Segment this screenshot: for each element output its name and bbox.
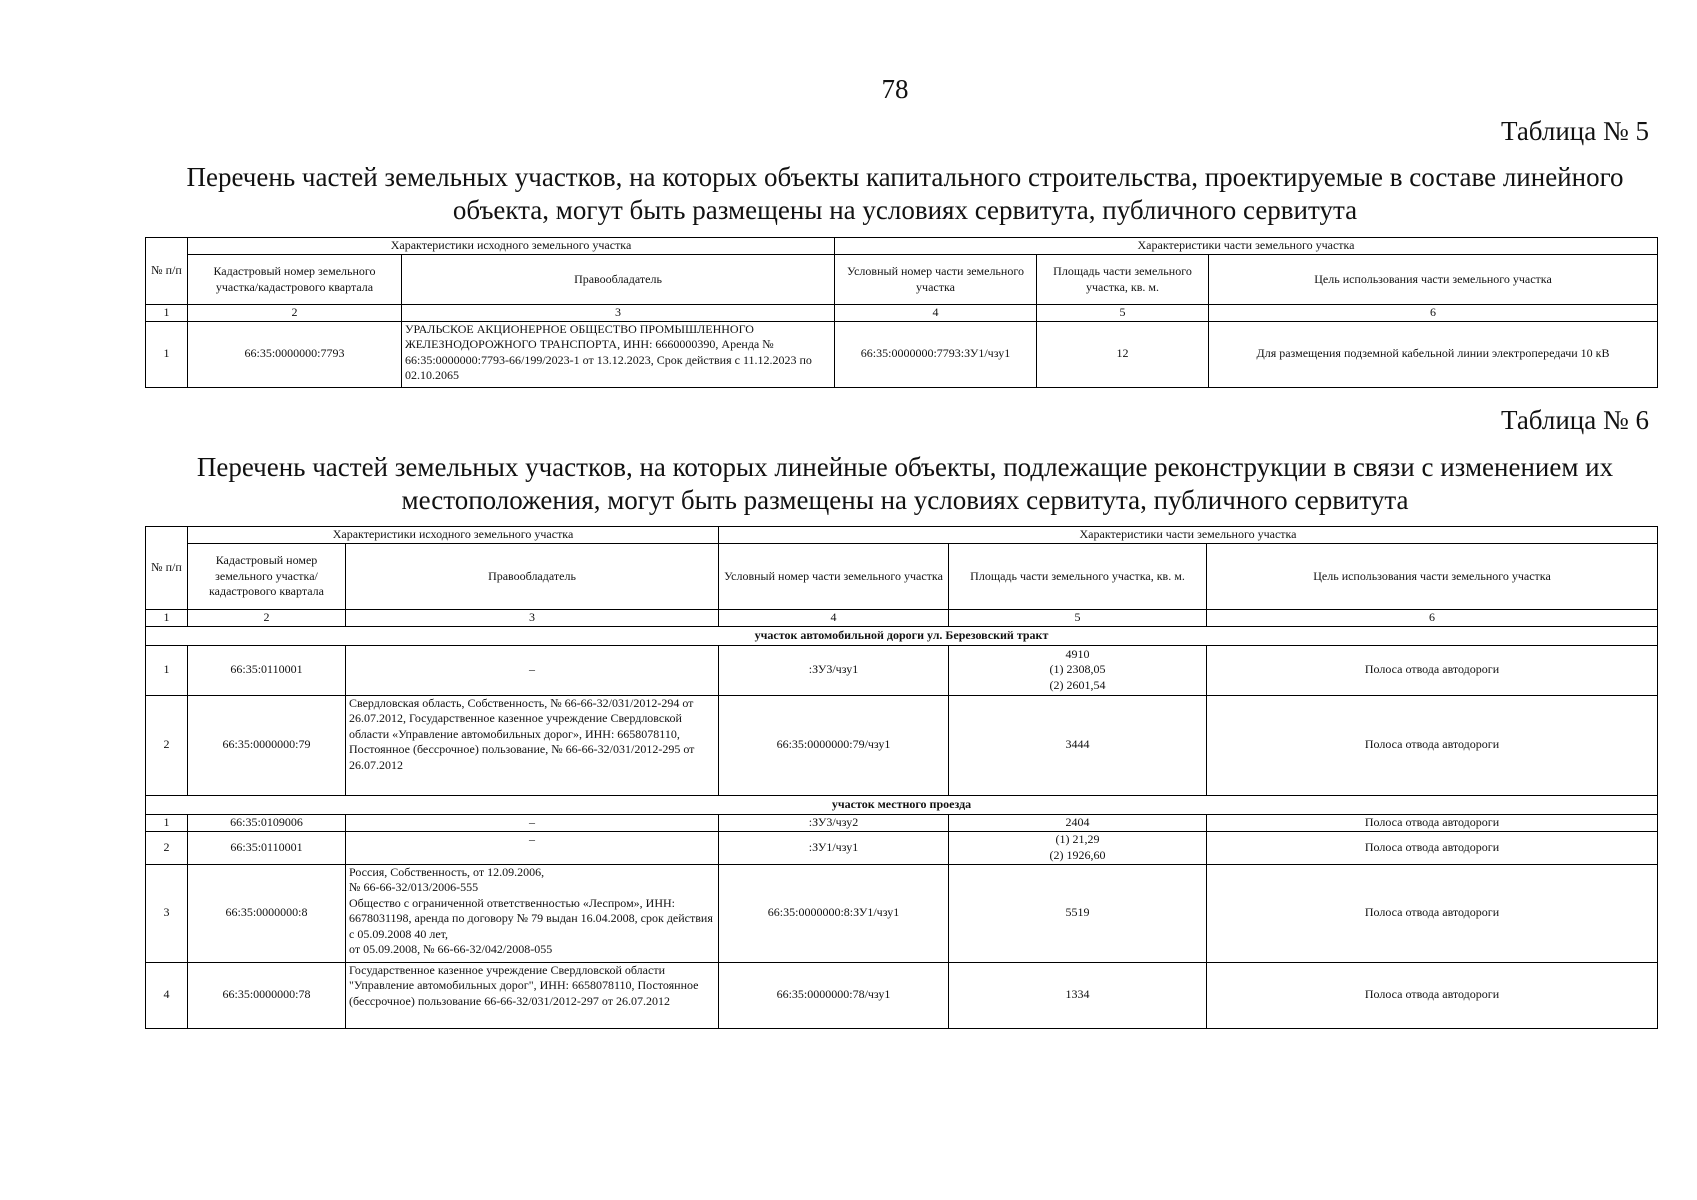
t6-col-area-header: Площадь части земельного участка, кв. м. [949, 544, 1207, 610]
t6-s1-row-area: 3444 [949, 695, 1207, 795]
table-row [146, 645, 1658, 695]
t6-s2-row-num: 4 [146, 962, 188, 1028]
t5-row-num: 1 [146, 321, 188, 387]
t6-s2-row-area: 1334 [949, 962, 1207, 1028]
t6-col-num-header: № п/п [146, 527, 188, 610]
t6-s1-row-cadastral: 66:35:0000000:79 [188, 695, 346, 795]
t6-index-cell: 5 [949, 610, 1207, 627]
t6-s2-row-cadastral: 66:35:0000000:8 [188, 864, 346, 962]
page-number: 78 [881, 74, 909, 104]
table5-title: Перечень частей земельных участков, на которых объекты капитального строительства, проектируемые в составе линейного объекта, могут быть размещены на условиях сервитута, публичного сервитута [186, 162, 1624, 225]
t6-s2-row-cadastral: 66:35:0000000:78 [188, 962, 346, 1028]
t6-s2-row-part-number: :ЗУ1/чзу1 [719, 831, 949, 864]
t6-s1-row-num: 1 [146, 645, 188, 695]
t6-s2-row-area: 5519 [949, 864, 1207, 962]
t5-index-cell: 1 [146, 305, 188, 322]
t6-s2-row-part-number: :ЗУ3/чзу2 [719, 814, 949, 831]
t6-s2-row-num: 2 [146, 831, 188, 864]
t6-s2-row-owner: – [346, 814, 719, 831]
t5-index-cell: 4 [835, 305, 1037, 322]
t6-col-part-number-header: Условный номер части земельного участка [719, 544, 949, 610]
t6-s2-row-owner: Россия, Собственность, от 12.09.2006, № 66-66-32/013/2006-555 Общество с ограниченной ответственностью «Леспром», ИНН: 6678031198, аренда по договору № 79 выдан 16.04.2008, срок действия с 05.09.2008 40 лет, от 05.09.2008, № 66-66-32/042/2008-055 [346, 864, 719, 962]
t5-col-part-number-header: Условный номер части земельного участка [835, 255, 1037, 305]
t6-index-cell: 3 [346, 610, 719, 627]
t5-row-purpose: Для размещения подземной кабельной линии электропередачи 10 кВ [1209, 321, 1658, 387]
t6-s2-row-part-number: 66:35:0000000:78/чзу1 [719, 962, 949, 1028]
t5-index-cell: 2 [188, 305, 402, 322]
t5-index-cell: 6 [1209, 305, 1658, 322]
table-row [146, 831, 1658, 864]
t6-s1-row-num: 2 [146, 695, 188, 795]
table-row [146, 695, 1658, 795]
table6 [145, 526, 1658, 1029]
t6-s1-row-owner: Свердловская область, Собственность, № 66-66-32/031/2012-294 от 26.07.2012, Государственное казенное учреждение Свердловской области «Управление автомобильных дорог», ИНН: 6658078110, Постоянное (бессрочное) пользование, № 66-66-32/031/2012-295 от 26.07.2012 [346, 695, 719, 795]
t6-s1-row-purpose: Полоса отвода автодороги [1207, 695, 1658, 795]
t6-group-source-header: Характеристики исходного земельного участка [188, 527, 719, 544]
t6-s2-row-purpose: Полоса отвода автодороги [1207, 864, 1658, 962]
t5-col-cadastral-header: Кадастровый номер земельного участка/кадастрового квартала [188, 255, 402, 305]
t6-col-purpose-header: Цель использования части земельного участка [1207, 544, 1658, 610]
table6-title: Перечень частей земельных участков, на которых линейные объекты, подлежащие реконструкции в связи с изменением их местоположения, могут быть размещены на условиях сервитута, публичного сервитута [196, 452, 1614, 515]
t5-col-owner-header: Правообладатель [402, 255, 835, 305]
t6-s2-row-purpose: Полоса отвода автодороги [1207, 831, 1658, 864]
t6-s1-row-part-number: :ЗУ3/чзу1 [719, 645, 949, 695]
t6-col-cadastral-header: Кадастровый номер земельного участка/кадастрового квартала [188, 544, 346, 610]
t6-s2-row-owner: – [346, 831, 719, 864]
t5-col-purpose-header: Цель использования части земельного участка [1209, 255, 1658, 305]
t6-group-part-header: Характеристики части земельного участка [719, 527, 1658, 544]
table-row [146, 864, 1658, 962]
t6-s1-row-owner: – [346, 645, 719, 695]
t6-index-cell: 4 [719, 610, 949, 627]
table5 [145, 237, 1658, 388]
t6-index-cell: 6 [1207, 610, 1658, 627]
t5-index-cell: 5 [1037, 305, 1209, 322]
t6-s2-row-area: 2404 [949, 814, 1207, 831]
t5-col-num-header: № п/п [146, 238, 188, 305]
table-row [146, 321, 1658, 387]
t6-col-owner-header: Правообладатель [346, 544, 719, 610]
t6-section2-title: участок местного проезда [146, 795, 1658, 814]
table5-label: Таблица № 5 [1501, 116, 1649, 146]
t5-index-cell: 3 [402, 305, 835, 322]
t6-s2-row-area: (1) 21,29 (2) 1926,60 [949, 831, 1207, 864]
t5-row-cadastral: 66:35:0000000:7793 [188, 321, 402, 387]
table6-label: Таблица № 6 [1501, 405, 1649, 435]
t6-s2-row-owner: Государственное казенное учреждение Свердловской области "Управление автомобильных дорог", ИНН: 6658078110, Постоянное (бессрочное) пользование 66-66-32/031/2012-297 от 26.07.2012 [346, 962, 719, 1028]
t6-section1-title: участок автомобильной дороги ул. Березовский тракт [146, 626, 1658, 645]
t6-s2-row-purpose: Полоса отвода автодороги [1207, 814, 1658, 831]
t6-s2-row-purpose: Полоса отвода автодороги [1207, 962, 1658, 1028]
t6-s2-row-part-number: 66:35:0000000:8:ЗУ1/чзу1 [719, 864, 949, 962]
t5-group-source-header: Характеристики исходного земельного участка [188, 238, 835, 255]
t6-s1-row-purpose: Полоса отвода автодороги [1207, 645, 1658, 695]
t6-index-cell: 1 [146, 610, 188, 627]
table-row [146, 962, 1658, 1028]
t6-s2-row-num: 1 [146, 814, 188, 831]
t6-s1-row-part-number: 66:35:0000000:79/чзу1 [719, 695, 949, 795]
t6-s2-row-cadastral: 66:35:0109006 [188, 814, 346, 831]
t6-s1-row-cadastral: 66:35:0110001 [188, 645, 346, 695]
table-row [146, 814, 1658, 831]
t5-row-owner: УРАЛЬСКОЕ АКЦИОНЕРНОЕ ОБЩЕСТВО ПРОМЫШЛЕННОГО ЖЕЛЕЗНОДОРОЖНОГО ТРАНСПОРТА, ИНН: 6660000390, Аренда № 66:35:0000000:7793-66/199/2023-1 от 13.12.2023, Срок действия с 11.12.2023 по 02.10.2065 [402, 321, 835, 387]
t6-s1-row-area: 4910 (1) 2308,05 (2) 2601,54 [949, 645, 1207, 695]
t5-col-area-header: Площадь части земельного участка, кв. м. [1037, 255, 1209, 305]
t5-row-area: 12 [1037, 321, 1209, 387]
t6-s2-row-num: 3 [146, 864, 188, 962]
t6-s2-row-cadastral: 66:35:0110001 [188, 831, 346, 864]
t6-index-cell: 2 [188, 610, 346, 627]
t5-row-part-number: 66:35:0000000:7793:ЗУ1/чзу1 [835, 321, 1037, 387]
t5-group-part-header: Характеристики части земельного участка [835, 238, 1658, 255]
